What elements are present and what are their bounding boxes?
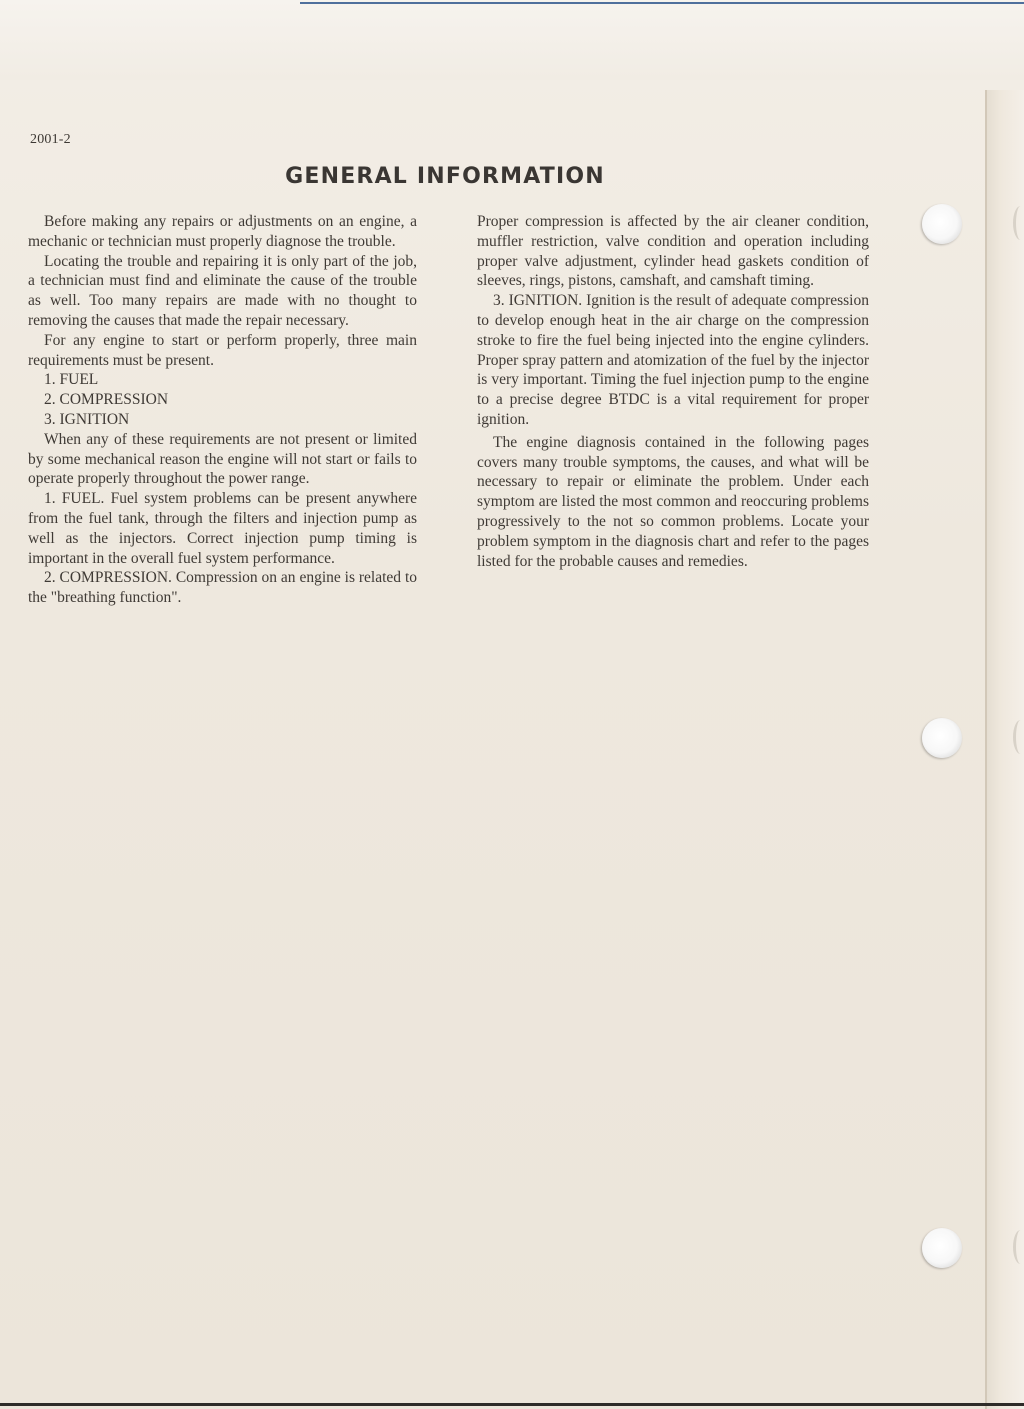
punch-hole-edge-icon — [1013, 206, 1024, 240]
requirement-item: 1. FUEL — [44, 371, 99, 389]
page-title: GENERAL INFORMATION — [285, 164, 605, 189]
left-column — [28, 212, 417, 608]
paragraph: 1. FUEL. Fuel system problems can be present anywhere from the fuel tank, through the filters and injection pump as well as the injectors. Correct injection pump timing is important in the overall fuel system performance. — [28, 490, 417, 567]
paragraph: Locating the trouble and repairing it is only part of the job, a technician must find and eliminate the cause of the trouble as well. Too many repairs are made with no thought to removing the causes that made the repair necessary. — [28, 252, 417, 329]
paragraph: Proper compression is affected by the air cleaner condition, muffler restriction, valve condition and operation including proper valve adjustment, cylinder head gaskets condition of sleeves, rings, pistons, camshaft, and camshaft timing. — [477, 213, 869, 290]
requirement-item: 2. COMPRESSION — [44, 391, 169, 409]
punch-hole-icon — [922, 204, 962, 244]
punch-hole-edge-icon — [1013, 1230, 1024, 1264]
paragraph: The engine diagnosis contained in the following pages covers many trouble symptoms, the causes, and what will be necessary to repair or eliminate the problem. Under each symptom are listed the most common and reoccuring problems progressively to the not so common problems. Locate your problem symptom in the diagnosis chart and refer to the pages listed for the probable causes and remedies. — [477, 433, 869, 570]
punch-hole-edge-icon — [1013, 720, 1024, 754]
paragraph: 3. IGNITION. Ignition is the result of adequate compression to develop enough heat in the air charge on the compression stroke to fire the fuel being injected into the engine cylinders. Proper spray pattern and atomization of the fuel by the injector is very important. Timing the fuel injection pump to the engine to a precise degree BTDC is a vital requirement for proper ignition. — [477, 292, 869, 428]
requirement-item: 3. IGNITION — [44, 410, 130, 428]
paragraph: For any engine to start or perform properly, three main requirements must be present. — [28, 331, 417, 369]
punch-hole-icon — [922, 718, 962, 758]
right-column — [477, 212, 869, 571]
paragraph: 2. COMPRESSION. Compression on an engine is related to the "breathing function". — [28, 569, 417, 607]
page-number: 2001-2 — [30, 132, 71, 147]
binder-edge-line — [985, 90, 987, 1409]
paragraph: When any of these requirements are not present or limited by some mechanical reason the engine will not start or fails to operate properly throughout the power range. — [28, 430, 417, 488]
scan-bottom-line — [0, 1403, 1024, 1406]
punch-hole-icon — [922, 1228, 962, 1268]
page-top-margin — [0, 0, 1024, 80]
scan-edge-line — [300, 2, 1024, 4]
paragraph: Before making any repairs or adjustments on an engine, a mechanic or technician must properly diagnose the trouble. — [28, 213, 417, 250]
